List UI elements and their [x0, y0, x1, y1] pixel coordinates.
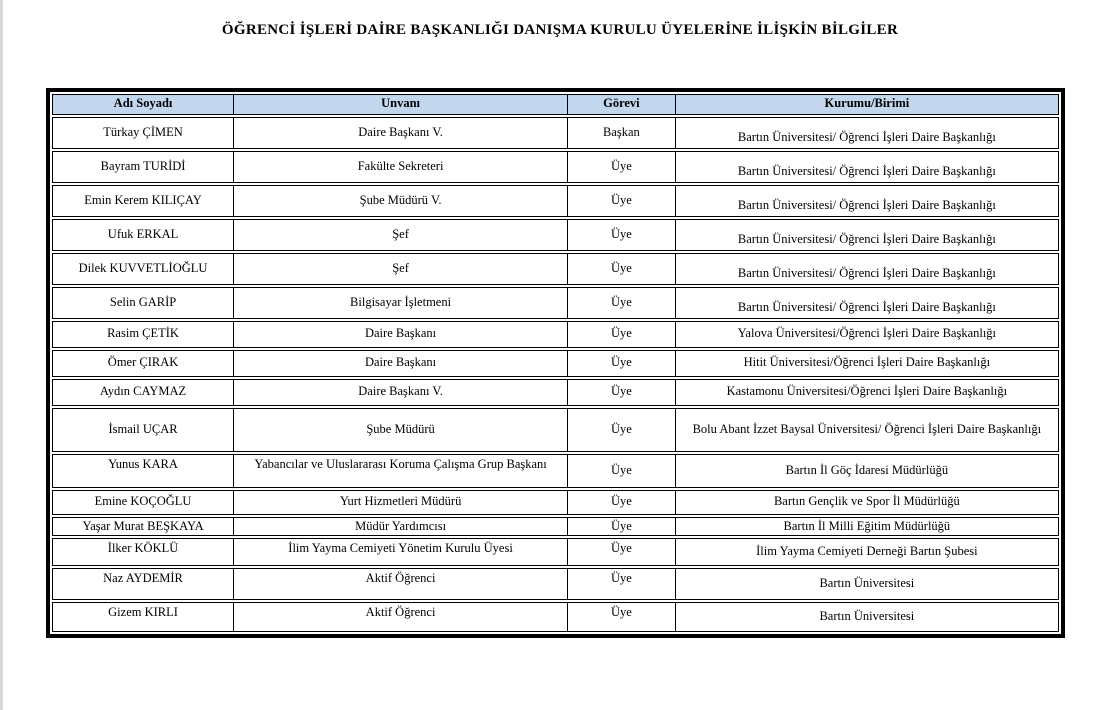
member-name-cell: Ufuk ERKAL [53, 218, 234, 252]
member-name-cell: Bayram TURİDİ [53, 150, 234, 184]
table-row [53, 286, 1059, 320]
member-name-cell: Emin Kerem KILIÇAY [53, 184, 234, 218]
member-name-cell: Aydın CAYMAZ [53, 378, 234, 407]
table-row [53, 184, 1059, 218]
member-role-cell: Üye [568, 601, 676, 631]
member-institution-cell: İlim Yayma Cemiyeti Derneği Bartın Şubesi [675, 537, 1058, 567]
member-name-cell: Ömer ÇIRAK [53, 349, 234, 378]
member-institution-cell: Bartın Üniversitesi/ Öğrenci İşleri Daire Başkanlığı [675, 150, 1058, 184]
table-row [53, 320, 1059, 349]
member-name-cell: Yunus KARA [53, 453, 234, 489]
member-name-cell: Emine KOÇOĞLU [53, 489, 234, 516]
member-role-cell: Üye [568, 349, 676, 378]
member-title-cell: Müdür Yardımcısı [234, 516, 568, 538]
table-row [53, 537, 1059, 567]
member-name-cell: Türkay ÇİMEN [53, 116, 234, 150]
table-row [53, 516, 1059, 538]
member-title-cell: Aktif Öğrenci [234, 601, 568, 631]
member-title-cell: Bilgisayar İşletmeni [234, 286, 568, 320]
member-role-cell: Üye [568, 320, 676, 349]
column-header-title: Unvanı [234, 95, 568, 116]
table-body [53, 116, 1059, 632]
page-edge [0, 0, 3, 710]
column-header-name: Adı Soyadı [53, 95, 234, 116]
member-role-cell: Üye [568, 286, 676, 320]
table-row [53, 601, 1059, 631]
member-role-cell: Üye [568, 407, 676, 453]
member-role-cell: Üye [568, 567, 676, 601]
header-row [53, 95, 1059, 116]
member-name-cell: İlker KÖKLÜ [53, 537, 234, 567]
member-name-cell: Rasim ÇETİK [53, 320, 234, 349]
member-institution-cell: Bartın Üniversitesi/ Öğrenci İşleri Daire Başkanlığı [675, 286, 1058, 320]
member-institution-cell: Bartın Üniversitesi/ Öğrenci İşleri Daire Başkanlığı [675, 184, 1058, 218]
table-row [53, 453, 1059, 489]
member-institution-cell: Kastamonu Üniversitesi/Öğrenci İşleri Daire Başkanlığı [675, 378, 1058, 407]
member-role-cell: Üye [568, 489, 676, 516]
member-name-cell: Dilek KUVVETLİOĞLU [53, 252, 234, 286]
member-role-cell: Üye [568, 252, 676, 286]
member-institution-cell: Yalova Üniversitesi/Öğrenci İşleri Daire Başkanlığı [675, 320, 1058, 349]
table-row [53, 378, 1059, 407]
member-title-cell: Şef [234, 252, 568, 286]
member-name-cell: Yaşar Murat BEŞKAYA [53, 516, 234, 538]
member-role-cell: Üye [568, 537, 676, 567]
member-title-cell: Yabancılar ve Uluslararası Koruma Çalışma Grup Başkanı [234, 453, 568, 489]
member-role-cell: Başkan [568, 116, 676, 150]
column-header-role: Görevi [568, 95, 676, 116]
member-role-cell: Üye [568, 516, 676, 538]
member-title-cell: Yurt Hizmetleri Müdürü [234, 489, 568, 516]
member-institution-cell: Hitit Üniversitesi/Öğrenci İşleri Daire Başkanlığı [675, 349, 1058, 378]
member-name-cell: Selin GARİP [53, 286, 234, 320]
member-role-cell: Üye [568, 184, 676, 218]
member-name-cell: Naz AYDEMİR [53, 567, 234, 601]
members-table-frame [46, 88, 1065, 638]
member-institution-cell: Bartın Üniversitesi [675, 601, 1058, 631]
table-header [53, 95, 1059, 116]
member-name-cell: İsmail UÇAR [53, 407, 234, 453]
member-institution-cell: Bartın Üniversitesi/ Öğrenci İşleri Daire Başkanlığı [675, 218, 1058, 252]
member-title-cell: İlim Yayma Cemiyeti Yönetim Kurulu Üyesi [234, 537, 568, 567]
table-row [53, 349, 1059, 378]
column-header-institution: Kurumu/Birimi [675, 95, 1058, 116]
table-row [53, 407, 1059, 453]
member-institution-cell: Bartın Üniversitesi/ Öğrenci İşleri Daire Başkanlığı [675, 116, 1058, 150]
member-title-cell: Daire Başkanı [234, 349, 568, 378]
table-row [53, 150, 1059, 184]
table-row [53, 252, 1059, 286]
table-row [53, 116, 1059, 150]
member-institution-cell: Bartın İl Milli Eğitim Müdürlüğü [675, 516, 1058, 538]
member-title-cell: Daire Başkanı V. [234, 378, 568, 407]
page-title: ÖĞRENCİ İŞLERİ DAİRE BAŞKANLIĞI DANIŞMA KURULU ÜYELERİNE İLİŞKİN BİLGİLER [221, 22, 899, 38]
member-title-cell: Aktif Öğrenci [234, 567, 568, 601]
member-institution-cell: Bartın Üniversitesi/ Öğrenci İşleri Daire Başkanlığı [675, 252, 1058, 286]
advisory-board-members-table [52, 94, 1059, 632]
member-role-cell: Üye [568, 453, 676, 489]
member-role-cell: Üye [568, 218, 676, 252]
member-title-cell: Daire Başkanı [234, 320, 568, 349]
member-title-cell: Daire Başkanı V. [234, 116, 568, 150]
member-institution-cell: Bolu Abant İzzet Baysal Üniversitesi/ Öğrenci İşleri Daire Başkanlığı [675, 407, 1058, 453]
member-role-cell: Üye [568, 150, 676, 184]
member-institution-cell: Bartın Gençlik ve Spor İl Müdürlüğü [675, 489, 1058, 516]
member-title-cell: Şube Müdürü V. [234, 184, 568, 218]
member-institution-cell: Bartın İl Göç İdaresi Müdürlüğü [675, 453, 1058, 489]
member-institution-cell: Bartın Üniversitesi [675, 567, 1058, 601]
table-row [53, 567, 1059, 601]
member-title-cell: Şube Müdürü [234, 407, 568, 453]
member-name-cell: Gizem KIRLI [53, 601, 234, 631]
table-row [53, 218, 1059, 252]
member-role-cell: Üye [568, 378, 676, 407]
member-title-cell: Fakülte Sekreteri [234, 150, 568, 184]
member-title-cell: Şef [234, 218, 568, 252]
table-row [53, 489, 1059, 516]
